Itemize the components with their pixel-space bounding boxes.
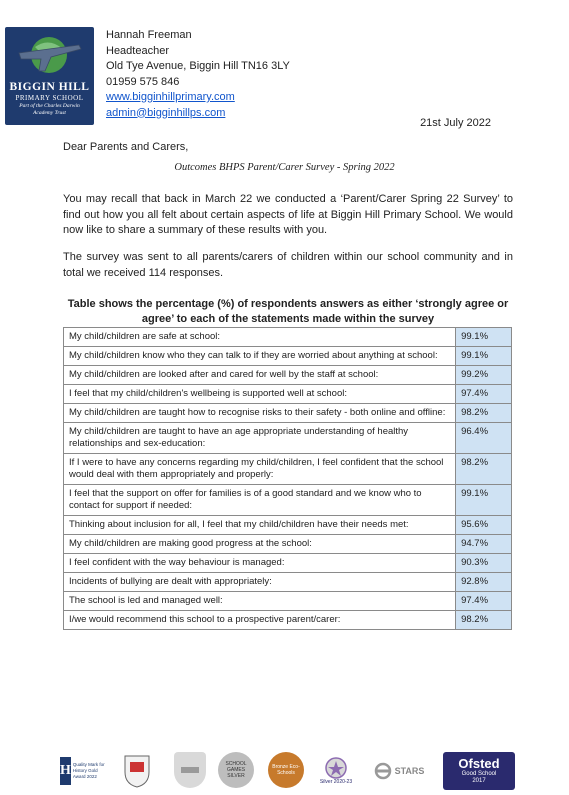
table-row (64, 554, 512, 573)
star-icon (324, 757, 348, 779)
statement-cell: I feel confident with the way behaviour is managed: (64, 554, 456, 573)
statement-cell: My child/children are taught how to recognise risks to their safety - both online and offline: (64, 404, 456, 423)
greeting: Dear Parents and Carers, (63, 141, 189, 153)
school-games-text: SCHOOL GAMES SILVER (225, 761, 247, 779)
accreditation-badges (60, 752, 515, 792)
ofsted-title: Ofsted (458, 756, 500, 771)
statement-cell: My child/children are taught to have an age appropriate understanding of healthy relationships and sex-education: (64, 423, 456, 454)
eco-schools-text: Bronze Eco-Schools (272, 764, 300, 776)
percent-cell: 99.1% (456, 347, 512, 366)
table-row (64, 328, 512, 347)
statement-cell: My child/children know who they can talk to if they are worried about anything at school: (64, 347, 456, 366)
school-logo (5, 27, 94, 125)
silver-award-text: Silver 2020-23 (319, 779, 353, 785)
percent-cell: 90.3% (456, 554, 512, 573)
statement-cell: Thinking about inclusion for all, I feel that my child/children have their needs met: (64, 516, 456, 535)
table-row (64, 535, 512, 554)
letter-date: 21st July 2022 (420, 117, 491, 129)
school-phone: 01959 575 846 (106, 75, 180, 88)
school-crest-badge (118, 752, 156, 790)
percent-cell: 94.7% (456, 535, 512, 554)
table-row (64, 592, 512, 611)
head-name: Hannah Freeman (106, 29, 192, 41)
tfl-roundel-icon (374, 762, 392, 780)
table-row (64, 385, 512, 404)
percent-cell: 98.2% (456, 404, 512, 423)
school-address: Old Tye Avenue, Biggin Hill TN16 3LY (106, 60, 290, 72)
paragraph-intro: You may recall that back in March 22 we conducted a ‘Parent/Carer Spring 22 Survey’ to find out how you all felt about certain aspects of life at Biggin Hill Primary School. We would now like to share a summary of these results with you. (63, 193, 513, 236)
logo-subname: PRIMARY SCHOOL (15, 94, 84, 102)
stars-text: STARS (394, 766, 425, 776)
history-mark-icon: H (60, 757, 71, 785)
statement-cell: If I were to have any concerns regarding my child/children, I feel confident that the school would deal with them appropriately and properly: (64, 454, 456, 485)
ribbon-icon (181, 763, 199, 777)
ofsted-year: 2017 (472, 778, 486, 784)
ofsted-rating: Good School (461, 771, 497, 777)
statement-cell: My child/children are making good progress at the school: (64, 535, 456, 554)
table-row (64, 485, 512, 516)
percent-cell: 96.4% (456, 423, 512, 454)
percent-cell: 99.1% (456, 328, 512, 347)
percent-cell: 92.8% (456, 573, 512, 592)
logo-trust: Part of the Charles Darwin Academy Trust (19, 103, 80, 116)
percent-cell: 97.4% (456, 592, 512, 611)
percent-cell: 99.1% (456, 485, 512, 516)
table-row (64, 516, 512, 535)
table-row (64, 454, 512, 485)
ofsted-badge (443, 752, 515, 790)
percent-cell: 97.4% (456, 385, 512, 404)
percent-cell: 95.6% (456, 516, 512, 535)
eco-schools-badge (268, 752, 304, 788)
statement-cell: I feel that the support on offer for families is of a good standard and we know who to contact for support if needed: (64, 485, 456, 516)
survey-table (63, 327, 512, 630)
letterhead-address (106, 28, 290, 121)
shield-badge (174, 752, 206, 788)
paragraph-responses: The survey was sent to all parents/carers of children within our school community and in total we received 114 responses. (63, 251, 513, 279)
table-row (64, 573, 512, 592)
statement-cell: My child/children are safe at school: (64, 328, 456, 347)
stars-badge (364, 752, 434, 790)
plane-globe-icon (5, 27, 94, 83)
letter-subject: Outcomes BHPS Parent/Carer Survey - Spring 2022 (174, 162, 395, 173)
percent-cell: 98.2% (456, 454, 512, 485)
statement-cell: My child/children are looked after and cared for well by the staff at school: (64, 366, 456, 385)
statement-cell: Incidents of bullying are dealt with appropriately: (64, 573, 456, 592)
silver-award-badge (316, 752, 356, 790)
table-row (64, 366, 512, 385)
table-row (64, 347, 512, 366)
crest-icon (122, 754, 152, 788)
table-row (64, 404, 512, 423)
percent-cell: 98.2% (456, 611, 512, 630)
logo-name: BIGGIN HILL (9, 81, 90, 93)
email-link[interactable]: admin@bigginhillps.com (106, 106, 226, 119)
school-games-badge (218, 752, 254, 788)
statement-cell: I feel that my child/children's wellbeing is supported well at school: (64, 385, 456, 404)
table-title: Table shows the percentage (%) of respondents answers as either ‘strongly agree or agree’ to each of the statements made within the survey (67, 298, 509, 325)
history-mark-text: Quality Mark for History Gold Award 2022 (72, 762, 105, 779)
percent-cell: 99.2% (456, 366, 512, 385)
table-row (64, 611, 512, 630)
head-role: Headteacher (106, 44, 169, 57)
website-link[interactable]: www.bigginhillprimary.com (106, 91, 235, 103)
statement-cell: The school is led and managed well: (64, 592, 456, 611)
history-quality-mark-badge (60, 752, 110, 790)
statement-cell: I/we would recommend this school to a prospective parent/carer: (64, 611, 456, 630)
table-row (64, 423, 512, 454)
